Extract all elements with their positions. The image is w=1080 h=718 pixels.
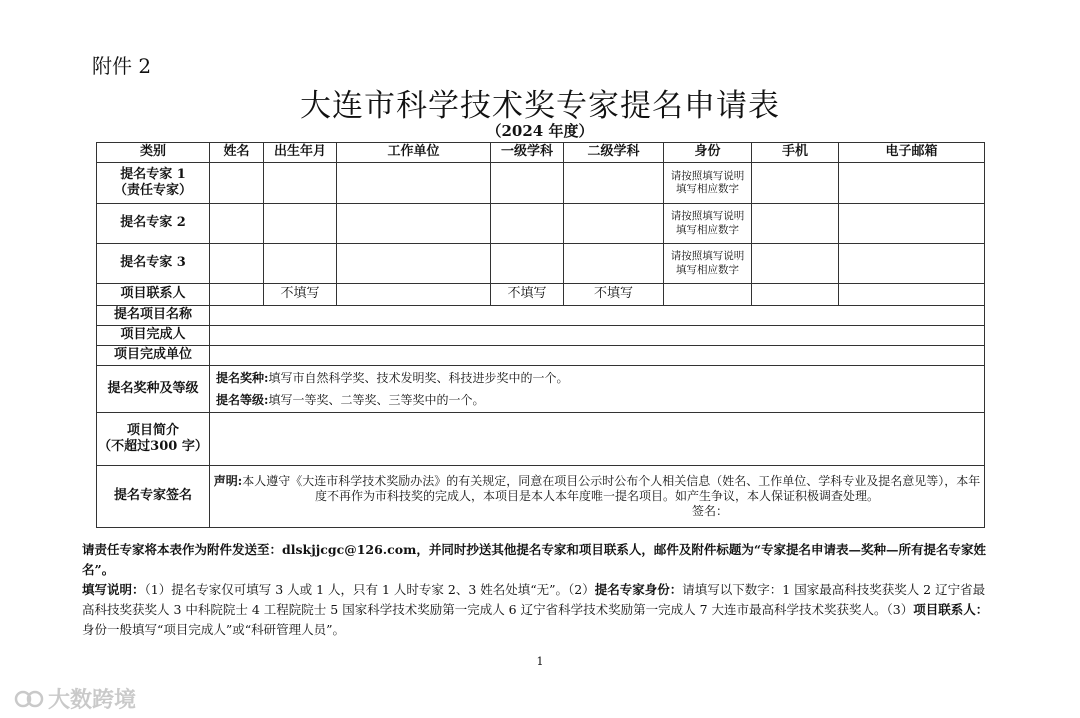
page-number: 1	[536, 655, 544, 668]
attachment-label: 附件 2	[92, 54, 152, 78]
expert-1-birth-cell[interactable]	[264, 163, 337, 204]
identity-hint-line2: 填写相应数字	[676, 223, 739, 236]
project-name-row	[97, 306, 985, 326]
expert-2-row	[97, 204, 985, 244]
sign-here-label[interactable]: 签名：	[691, 504, 728, 518]
expert-1-label	[97, 163, 210, 204]
fill-text-2: 请填写以下数字：1 国家最高科技奖获奖人 2 辽宁省最高科技奖获奖人 3 中科院院士 4 工程院院士 5 国家科学技术奖励第一完成人 6 辽宁省科学技术奖励第一完成人 7 大连市最高科学技术奖获奖人。（3）	[82, 582, 986, 617]
expert-3-discipline1-cell[interactable]	[491, 244, 564, 284]
award-type-text: 填写市自然科学奖、技术发明奖、科技进步奖中的一个。	[268, 371, 569, 385]
contact-email-cell[interactable]	[839, 284, 985, 306]
contact-name-cell[interactable]	[210, 284, 264, 306]
expert-3-row	[97, 244, 985, 284]
project-name-cell[interactable]	[210, 306, 985, 326]
contact-discipline2-cell: 不填写	[564, 284, 664, 306]
contact-discipline1-cell: 不填写	[491, 284, 564, 306]
declaration-bold: 声明:	[213, 474, 243, 488]
col-header: 电子邮箱	[839, 143, 985, 163]
col-header: 二级学科	[564, 143, 664, 163]
award-type-row	[97, 366, 985, 413]
watermark	[14, 683, 136, 714]
fill-bold: 填写说明：	[82, 582, 145, 597]
signature-row	[97, 466, 985, 528]
send-instruction: 请责任专家将本表作为附件发送至：dlskjjcgc@126.com，并同时抄送其他提名专家和项目联系人，邮件及附件标题为“专家提名申请表—奖种—所有提名专家姓名”。	[82, 542, 987, 577]
fill-text-3: 身份一般填写“项目完成人”或“科研管理人员”。	[82, 622, 346, 637]
award-type-cell[interactable]	[210, 366, 985, 413]
expert-3-employer-cell[interactable]	[337, 244, 491, 284]
signature-label: 提名专家签名	[97, 466, 210, 528]
fill-bold-2: 提名专家身份：	[594, 582, 683, 597]
watermark-text: 大数跨境	[48, 688, 137, 713]
expert-2-email-cell[interactable]	[839, 204, 985, 244]
expert-2-name-cell[interactable]	[210, 204, 264, 244]
identity-hint-line2: 填写相应数字	[676, 183, 739, 195]
expert-2-phone-cell[interactable]	[752, 204, 839, 244]
completers-cell[interactable]	[210, 326, 985, 346]
expert-1-employer-cell[interactable]	[337, 163, 491, 204]
year-label: （2024 年度）	[486, 122, 594, 140]
col-header: 姓名	[210, 143, 264, 163]
contact-row	[97, 284, 985, 306]
col-header: 工作单位	[337, 143, 491, 163]
identity-hint-line1: 请按照填写说明	[670, 210, 745, 223]
intro-label-line2: （不超过300 字）	[98, 439, 208, 454]
expert-1-discipline1-cell[interactable]	[491, 163, 564, 204]
completer-unit-row	[97, 346, 985, 366]
completer-unit-cell[interactable]	[210, 346, 985, 366]
declaration-text: 本人遵守《大连市科学技术奖励办法》的有关规定，同意在项目公示时公布个人相关信息（姓名、工作单位、学科专业及提名意见等），本年度不再作为市科技奖的完成人，本项目是本人本年度唯一提名项目。如产生争议，本人保证积极调查处理。	[242, 474, 981, 503]
expert-3-name-cell[interactable]	[210, 244, 264, 284]
award-level-line	[216, 389, 984, 411]
expert-2-employer-cell[interactable]	[337, 204, 491, 244]
expert-3-identity-cell[interactable]	[664, 244, 752, 284]
identity-hint-line2: 填写相应数字	[676, 263, 739, 276]
award-level-bold: 提名等级:	[216, 393, 269, 407]
declaration-cell	[210, 466, 985, 528]
expert-3-email-cell[interactable]	[839, 244, 985, 284]
expert-1-email-cell[interactable]	[839, 163, 985, 204]
expert-2-birth-cell[interactable]	[264, 204, 337, 244]
expert-2-identity-cell[interactable]	[664, 204, 752, 244]
col-header: 手机	[752, 143, 839, 163]
completers-row	[97, 326, 985, 346]
expert-3-phone-cell[interactable]	[752, 244, 839, 284]
expert-2-discipline1-cell[interactable]	[491, 204, 564, 244]
completers-label: 项目完成人	[97, 326, 210, 346]
form-title: 大连市科学技术奖专家提名申请表	[300, 88, 780, 124]
award-type-label: 提名奖种及等级	[97, 366, 210, 413]
expert-2-label: 提名专家 2	[97, 204, 210, 244]
col-header: 类别	[97, 143, 210, 163]
contact-identity-cell[interactable]	[664, 284, 752, 306]
intro-row	[97, 413, 985, 466]
expert-2-discipline2-cell[interactable]	[564, 204, 664, 244]
col-header: 出生年月	[264, 143, 337, 163]
contact-employer-cell[interactable]	[337, 284, 491, 306]
intro-label	[97, 413, 210, 466]
identity-hint-line1: 请按照填写说明	[670, 169, 745, 182]
expert-3-discipline2-cell[interactable]	[564, 244, 664, 284]
expert-1-discipline2-cell[interactable]	[564, 163, 664, 204]
col-header: 身份	[664, 143, 752, 163]
contact-phone-cell[interactable]	[752, 284, 839, 306]
expert-1-label-line2: （责任专家）	[113, 183, 192, 198]
watermark-logo-icon	[14, 688, 44, 710]
nomination-form-table	[96, 142, 985, 528]
project-name-label: 提名项目名称	[97, 306, 210, 326]
award-level-text: 填写一等奖、二等奖、三等奖中的一个。	[268, 393, 485, 407]
fill-bold-3: 项目联系人：	[913, 602, 989, 617]
contact-birth-cell: 不填写	[264, 284, 337, 306]
instructions	[82, 540, 997, 640]
completer-unit-label: 项目完成单位	[97, 346, 210, 366]
expert-3-label: 提名专家 3	[97, 244, 210, 284]
expert-1-identity-cell[interactable]	[664, 163, 752, 204]
award-type-line	[216, 367, 984, 389]
intro-label-line1: 项目简介	[126, 422, 179, 438]
intro-cell[interactable]	[210, 413, 985, 466]
col-header: 一级学科	[491, 143, 564, 163]
fill-text-1: （1）提名专家仅可填写 3 人或 1 人，只有 1 人时专家 2、3 姓名处填“无”。（2）	[144, 582, 595, 597]
expert-1-row	[97, 163, 985, 204]
expert-1-label-line1: 提名专家 1	[120, 166, 186, 182]
declaration-text-block	[210, 474, 984, 504]
identity-hint-line1: 请按照填写说明	[670, 250, 745, 263]
expert-1-name-cell[interactable]	[210, 163, 264, 204]
expert-1-phone-cell[interactable]	[752, 163, 839, 204]
header-row	[97, 143, 985, 163]
award-type-bold: 提名奖种:	[216, 371, 269, 385]
contact-label: 项目联系人	[97, 284, 210, 306]
expert-3-birth-cell[interactable]	[264, 244, 337, 284]
fill-instructions	[82, 580, 997, 640]
